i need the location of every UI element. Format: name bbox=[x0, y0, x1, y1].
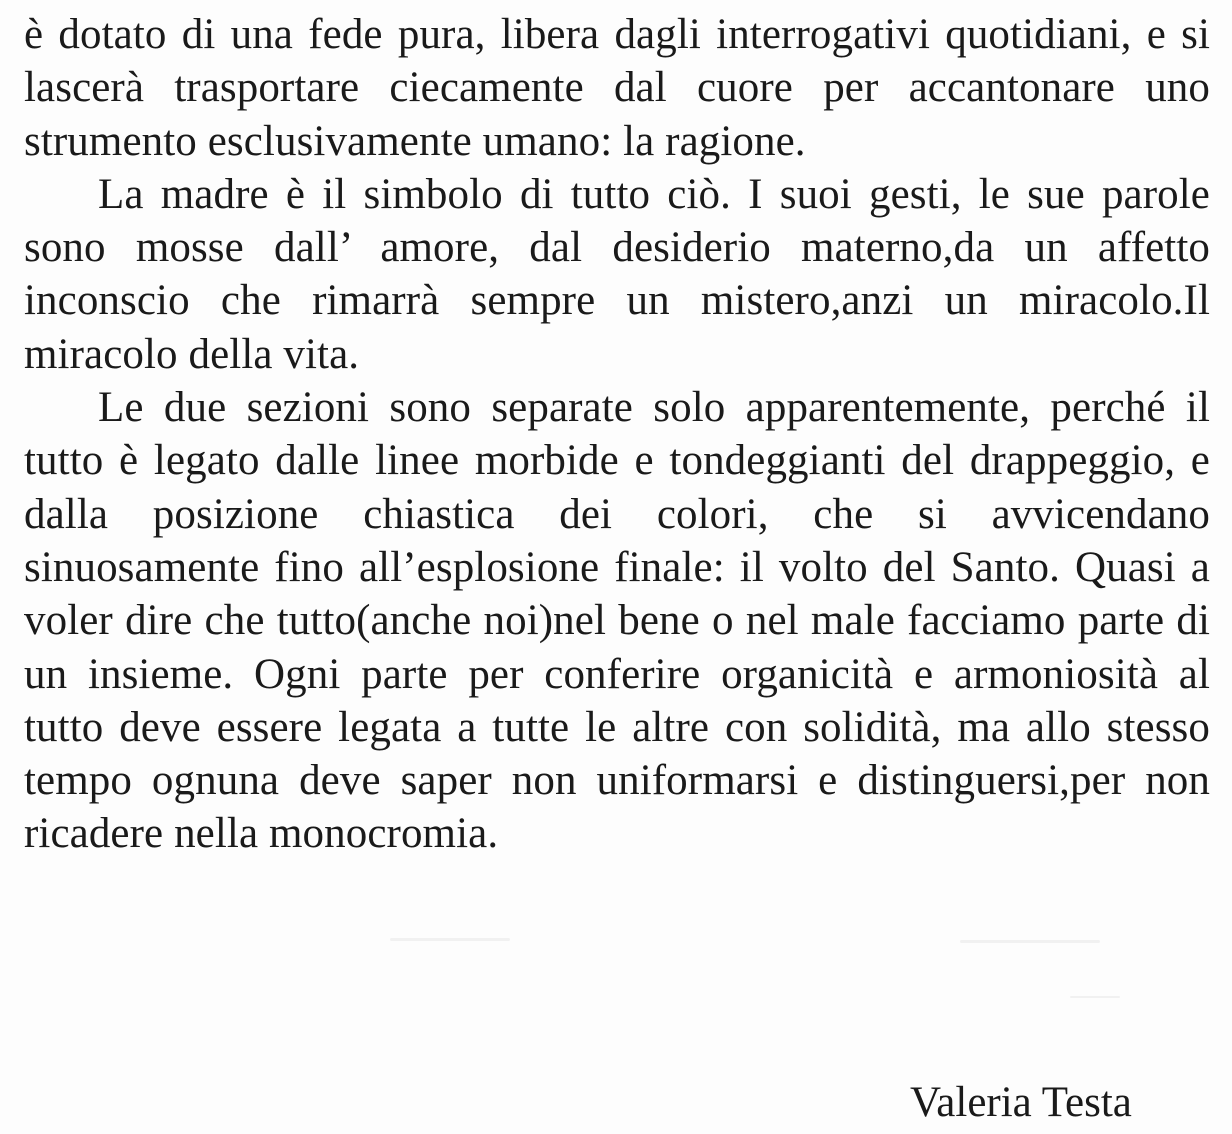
paragraph-2: La madre è il simbolo di tutto ciò. I suoi gesti, le sue parole sono mosse dall’ amore, dal desiderio materno,da un affetto inconscio che rimarrà sempre un mistero,anzi un miracolo.Il miracolo della vita. bbox=[24, 170, 1210, 378]
paragraph-3: Le due sezioni sono separate solo apparentemente, perché il tutto è legato dalle linee morbide e tondeggianti del drappeggio, e dalla posizione chiastica dei colori, che si avvicendano sinuosamente fino all’esplosione finale: il volto del Santo. Quasi a voler dire che tutto(anche noi)nel bene o nel male facciamo parte di un insieme. Ogni parte per conferire organicità e armoniosità al tutto deve essere legata a tutte le altre con solidità, ma allo stesso tempo ognuna deve saper non uniformarsi e distinguersi,per non ricadere nella monocromia. bbox=[24, 384, 1210, 858]
scan-smudge bbox=[960, 940, 1100, 943]
scan-smudge bbox=[390, 938, 510, 941]
author-signature: Valeria Testa bbox=[910, 1079, 1132, 1126]
paragraph-1: è dotato di una fede pura, libera dagli interrogativi quotidiani, e si lascerà trasportare ciecamente dal cuore per accantonare uno strumento esclusivamente umano: la ragione. bbox=[24, 11, 1210, 165]
body-text bbox=[24, 8, 1210, 861]
scan-smudge bbox=[1070, 996, 1120, 998]
